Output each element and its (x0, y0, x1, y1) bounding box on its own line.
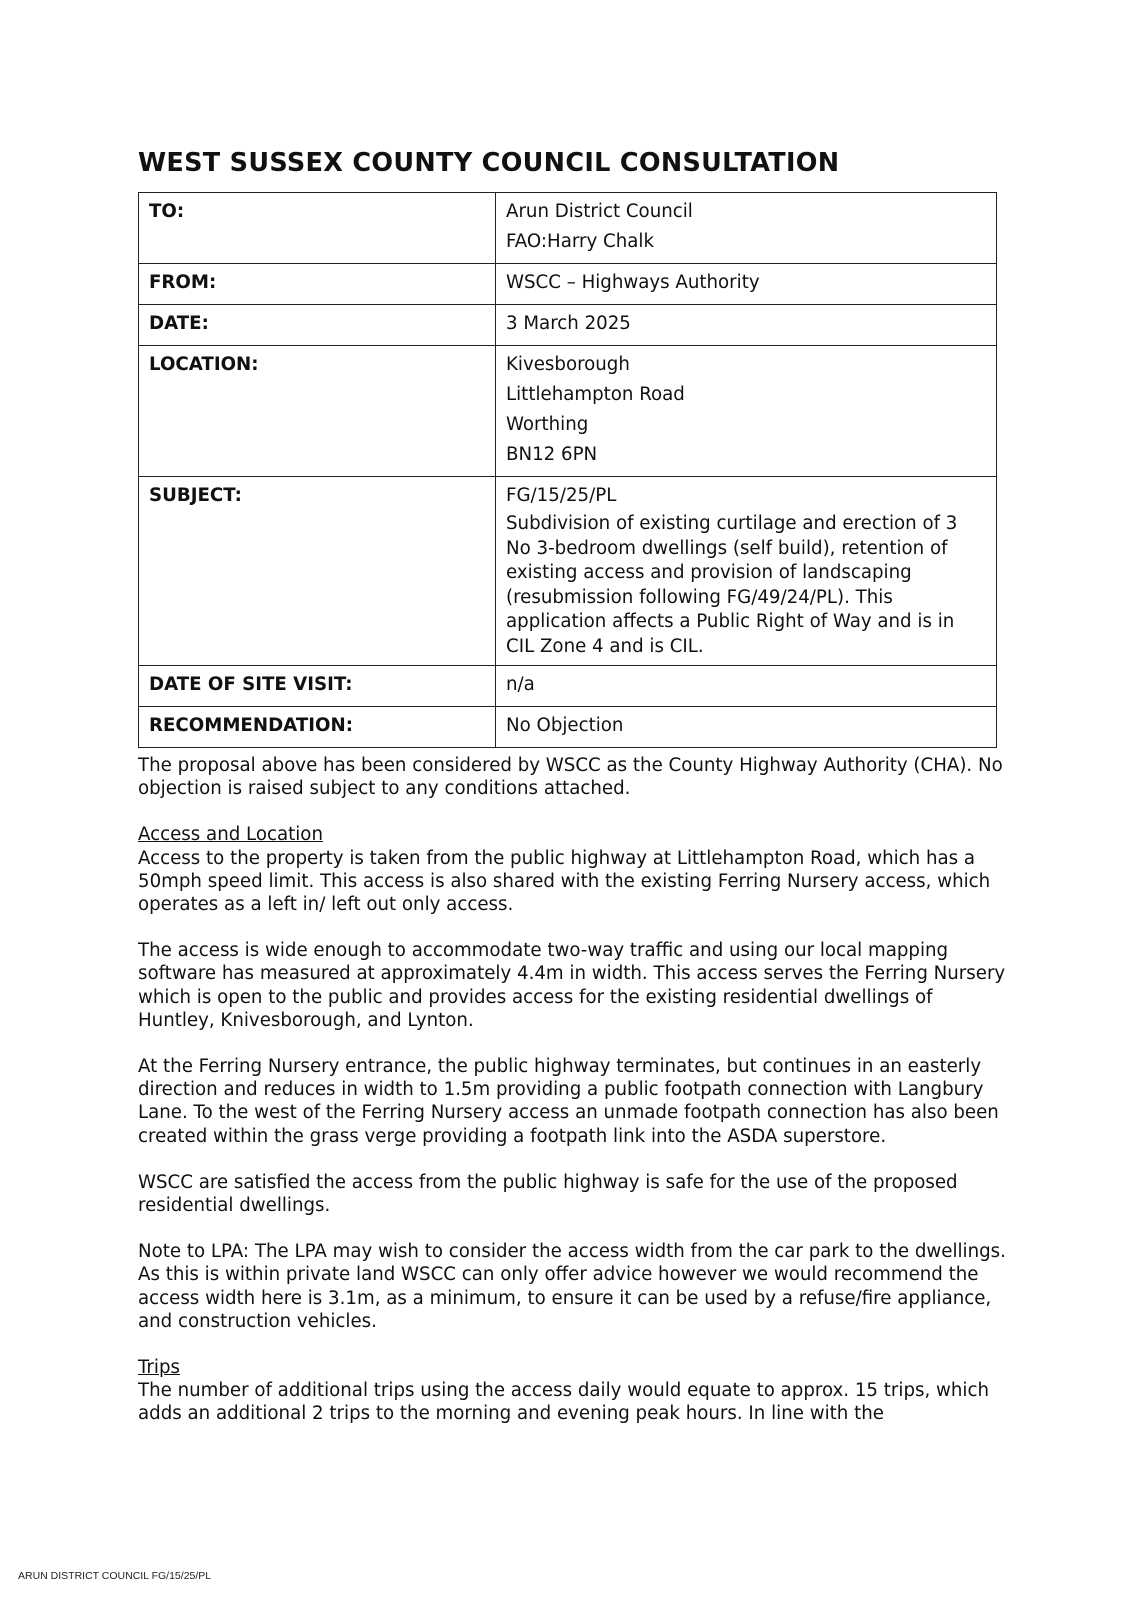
row-value (496, 707, 997, 748)
row-value (496, 346, 997, 477)
site-visit-value: n/a (506, 674, 535, 695)
report-body (138, 754, 1008, 1449)
recommendation-value: No Objection (506, 715, 624, 736)
recipient-organisation: Arun District Council (506, 201, 693, 222)
footpath-paragraph: At the Ferring Nursery entrance, the public highway terminates, but continues in an easterly direction and reduces in width to 1.5m providing a public footpath connection with Langbury Lane. To the west of the Ferring Nursery access an unmade footpath connection has also been created within the grass verge providing a footpath link into the ASDA superstore. (138, 1056, 999, 1147)
access-section (138, 823, 1008, 916)
trips-section (138, 1356, 1008, 1426)
table-row-recommendation (139, 707, 997, 748)
row-label: LOCATION: (139, 346, 496, 477)
row-label: TO: (139, 193, 496, 264)
safety-paragraph: WSCC are satisfied the access from the public highway is safe for the use of the proposed residential dwellings. (138, 1171, 958, 1217)
intro-paragraph: The proposal above has been considered by WSCC as the County Highway Authority (CHA). No objection is raised subject to any conditions attached. (138, 755, 1003, 800)
access-paragraph: Access to the property is taken from the public highway at Littlehampton Road, which has a 50mph speed limit. This access is also shared with the existing Ferring Nursery access, which operates as a left in/ left out only access. (138, 847, 991, 916)
row-value (496, 305, 997, 346)
row-value (496, 264, 997, 305)
table-row-to (139, 193, 997, 264)
table-row-subject (139, 477, 997, 666)
recipient-fao: FAO:Harry Chalk (506, 231, 654, 252)
section-heading-access: Access and Location (138, 824, 323, 846)
address-line: Worthing (506, 414, 589, 435)
table-row-from (139, 264, 997, 305)
consultation-details-table (138, 192, 997, 748)
footer-reference: ARUN DISTRICT COUNCIL FG/15/25/PL (18, 1570, 212, 1582)
table-row-site-visit (139, 666, 997, 707)
table-row-location (139, 346, 997, 477)
address-line: Kivesborough (506, 354, 630, 375)
row-label: DATE: (139, 305, 496, 346)
row-label: RECOMMENDATION: (139, 707, 496, 748)
address-line: Littlehampton Road (506, 384, 685, 405)
row-value (496, 666, 997, 707)
row-label: SUBJECT: (139, 477, 496, 666)
row-label: DATE OF SITE VISIT: (139, 666, 496, 707)
application-reference: FG/15/25/PL (506, 485, 617, 506)
application-description: Subdivision of existing curtilage and erection of 3 No 3-bedroom dwellings (self build), retention of existing access and provision of landscaping (resubmission following FG/49/24/PL). This application affects a Public Right of Way and is in CIL Zone 4 and is CIL. (506, 513, 958, 657)
row-value (496, 193, 997, 264)
row-label: FROM: (139, 264, 496, 305)
sender: WSCC – Highways Authority (506, 272, 760, 293)
trips-paragraph: The number of additional trips using the access daily would equate to approx. 15 trips, which adds an additional 2 trips to the morning and evening peak hours. In line with the (138, 1380, 990, 1425)
note-to-lpa-paragraph: Note to LPA: The LPA may wish to consider the access width from the car park to the dwellings. As this is within private land WSCC can only offer advice however we would recommend the access width here is 3.1m, as a minimum, to ensure it can be used by a refuse/fire appliance, and construction vehicles. (138, 1241, 1006, 1332)
section-heading-trips: Trips (138, 1357, 180, 1379)
address-line: BN12 6PN (506, 444, 598, 465)
date-value: 3 March 2025 (506, 313, 631, 334)
access-width-paragraph: The access is wide enough to accommodate two-way traffic and using our local mapping software has measured at approximately 4.4m in width. This access serves the Ferring Nursery which is open to the public and provides access for the existing residential dwellings of Huntley, Knivesborough, and Lynton. (138, 940, 1006, 1031)
row-value (496, 477, 997, 666)
table-row-date (139, 305, 997, 346)
page-title: WEST SUSSEX COUNTY COUNCIL CONSULTATION (138, 148, 840, 178)
